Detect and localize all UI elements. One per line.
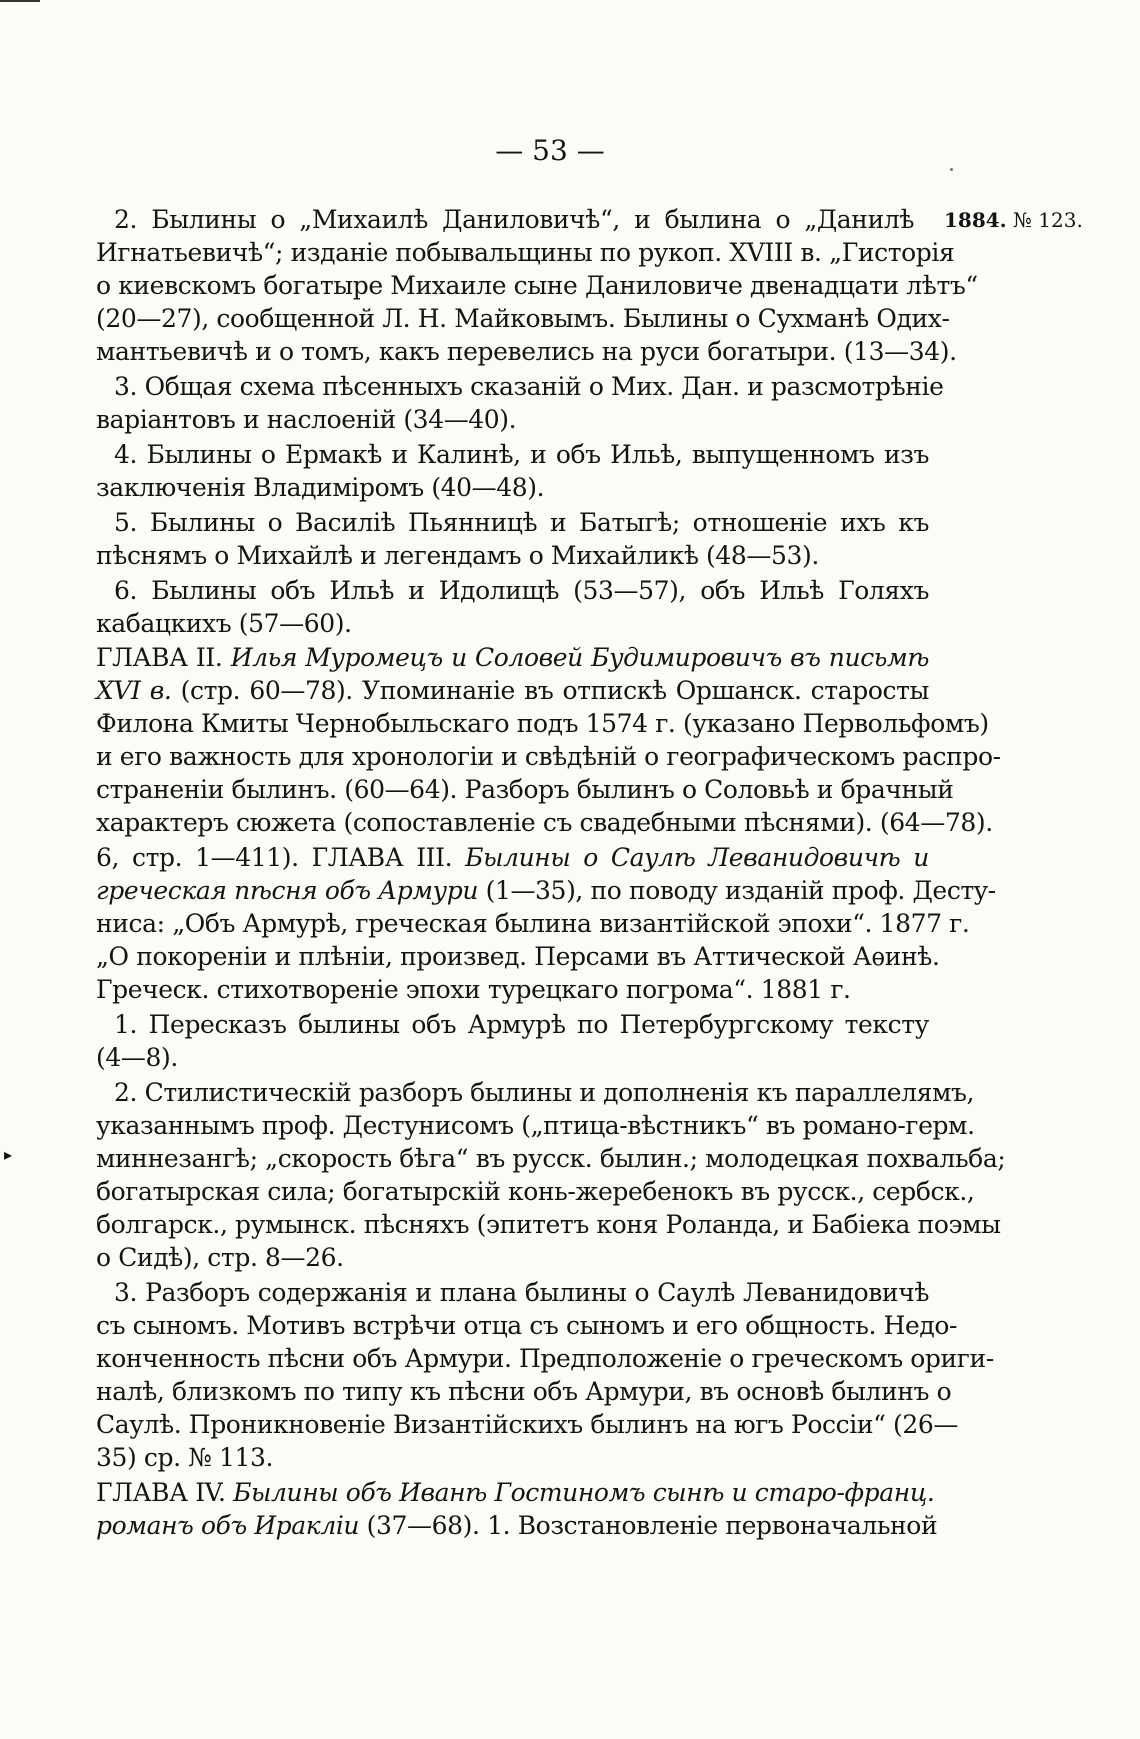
- text-line: и его важность для хронологіи и свѣдѣній о географическомъ распро-: [96, 742, 1001, 771]
- text-line: мантьевичѣ и о томъ, какъ перевелись на руси богатыри. (13—34).: [96, 337, 957, 366]
- text-line: 35) ср. № 113.: [96, 1443, 274, 1472]
- text-line: 6. Былины объ Ильѣ и Идолищѣ (53—57), объ Ильѣ Голяхъ: [114, 576, 929, 605]
- italic-title: Былины объ Иванѣ Гостиномъ сынѣ и старо-франц.: [233, 1478, 935, 1507]
- page-number: — 53 —: [495, 134, 605, 167]
- top-rule: [0, 0, 40, 2]
- text-line: [96, 843, 929, 873]
- margin-mark: ▸: [4, 1145, 13, 1164]
- text-line: 1. Пересказъ былины объ Армурѣ по Петербургскому тексту: [114, 1010, 929, 1039]
- text-line: [96, 1478, 935, 1508]
- text-line: (20—27), сообщенной Л. Н. Майковымъ. Былины о Сухманѣ Одих-: [96, 304, 950, 333]
- text-line: Греческ. стихотвореніе эпохи турецкаго погрома“. 1881 г.: [96, 975, 851, 1004]
- text-line: страненіи былинъ. (60—64). Разборъ былинъ о Соловьѣ и брачный: [96, 775, 954, 804]
- text-line: конченность пѣсни объ Армури. Предположеніе о греческомъ ориги-: [96, 1344, 994, 1373]
- text-line: варіантовъ и наслоеній (34—40).: [96, 405, 517, 434]
- text-line: указаннымъ проф. Дестунисомъ („птица-вѣстникъ“ въ романо-герм.: [96, 1111, 975, 1140]
- text-line: налѣ, близкомъ по типу къ пѣсни объ Армури, въ основѣ былинъ о: [96, 1377, 952, 1406]
- text-line: [96, 643, 929, 673]
- text-line: Филона Кмиты Чернобыльскаго подъ 1574 г. (указано Первольфомъ): [96, 709, 989, 738]
- text-line: миннезангѣ; „скорость бѣга“ въ русск. былин.; молодецкая похвальба;: [96, 1144, 1006, 1173]
- italic-title: XVI в.: [96, 676, 172, 705]
- text-line: характеръ сюжета (сопоставленіе съ свадебными пѣснями). (64—78).: [96, 808, 993, 837]
- line-segment: (37—68). 1. Возстановленіе первоначальной: [359, 1511, 938, 1540]
- italic-title: греческая пѣсня объ Армури: [96, 876, 479, 905]
- text-line: Игнатьевичѣ“; изданіе побывальщины по рукоп. XVIII в. „Гисторія: [96, 238, 955, 267]
- margin-note: [944, 208, 1083, 232]
- text-line: богатырская сила; богатырскій конь-жеребенокъ въ русск., сербск.,: [96, 1177, 975, 1206]
- text-line: „О покореніи и плѣніи, произвед. Персами въ Аттической Аѳинѣ.: [96, 942, 940, 971]
- italic-title: Илья Муромецъ и Соловей Будимировичъ въ письмѣ: [230, 643, 930, 672]
- text-line: 3. Общая схема пѣсенныхъ сказаній о Мих. Дан. и разсмотрѣніе: [114, 372, 944, 401]
- text-line: о Сидѣ), стр. 8—26.: [96, 1243, 344, 1272]
- line-segment: (1—35), по поводу изданій проф. Дестy-: [478, 876, 996, 905]
- text-line: кабацкихъ (57—60).: [96, 609, 352, 638]
- text-line: о киевскомъ богатыре Михаиле сыне Даниловиче двенадцати лѣтъ“: [96, 271, 978, 300]
- text-line: 5. Былины о Василіѣ Пьянницѣ и Батыгѣ; отношеніе ихъ къ: [114, 508, 929, 537]
- text-line: заключенія Владиміромъ (40—48).: [96, 473, 545, 502]
- text-line: 2. Стилистическій разборъ былины и дополненія къ параллелямъ,: [114, 1078, 975, 1107]
- text-line: [96, 1511, 938, 1541]
- speck: [950, 168, 953, 171]
- line-segment: 6, стр. 1—411). ГЛАВА III.: [96, 843, 466, 872]
- line-segment: ГЛАВА II.: [96, 643, 231, 672]
- line-segment: ГЛАВА IV.: [96, 1478, 234, 1507]
- text-line: [96, 876, 996, 906]
- text-line: 2. Былины о „Михаилѣ Даниловичѣ“, и былина о „Данилѣ: [114, 205, 914, 234]
- italic-title: Былины о Саулѣ Леванидовичѣ и: [465, 843, 929, 872]
- italic-title: романъ объ Иракліи: [96, 1511, 360, 1540]
- text-line: ниса: „Объ Армурѣ, греческая былина византійской эпохи“. 1877 г.: [96, 909, 970, 938]
- margin-note-year: 1884.: [944, 208, 1007, 232]
- text-line: [96, 676, 929, 706]
- text-line: болгарск., румынск. пѣсняхъ (эпитетъ коня Роланда, и Бабіека поэмы: [96, 1210, 1001, 1239]
- text-line: пѣснямъ о Михайлѣ и легендамъ о Михайликѣ (48—53).: [96, 541, 819, 570]
- margin-note-ref: № 123.: [1013, 208, 1083, 232]
- text-line: съ сыномъ. Мотивъ встрѣчи отца съ сыномъ и его общность. Недо-: [96, 1311, 958, 1340]
- text-line: Саулѣ. Проникновеніе Византійскихъ былинъ на югъ Россіи“ (26—: [96, 1410, 959, 1439]
- text-line: 4. Былины о Ермакѣ и Калинѣ, и объ Ильѣ, выпущенномъ изъ: [114, 440, 929, 469]
- text-line: (4—8).: [96, 1043, 178, 1072]
- line-segment: (стр. 60—78). Упоминаніе въ отпискѣ Оршанск. старосты: [171, 676, 929, 705]
- text-line: 3. Разборъ содержанія и плана былины о Саулѣ Леванидовичѣ: [114, 1278, 929, 1307]
